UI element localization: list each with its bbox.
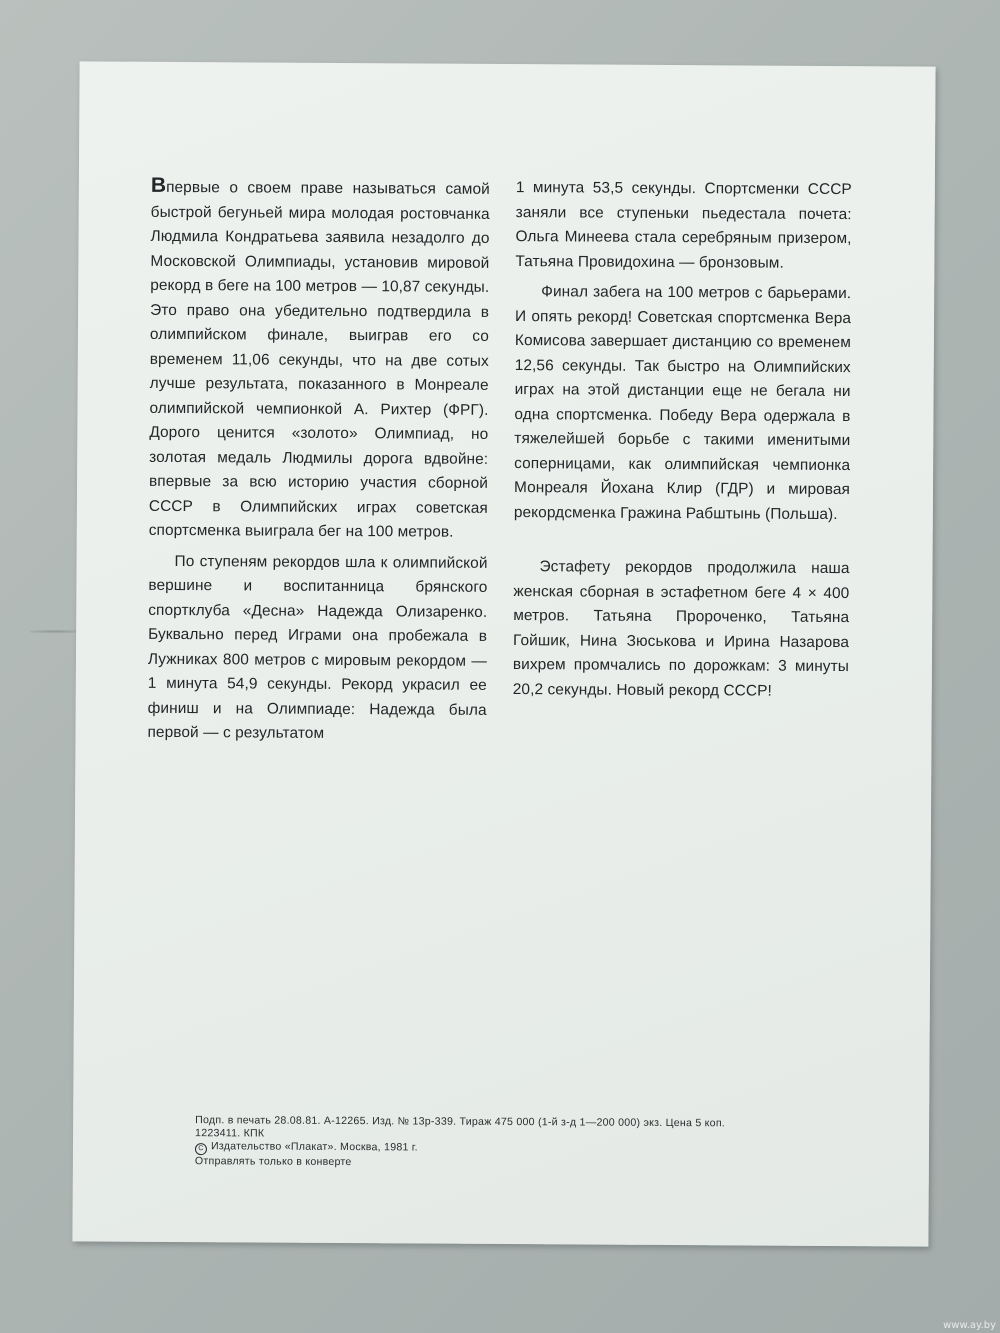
paragraph-relay: Эстафету рекордов продолжила наша женская сборная в эстафетном беге 4 × 400 метров. Татьяна Пророченко, Татьяна Гойшик, Нина Зюськова и Ирина Назарова вихрем промчались по дорожкам: 3 минуты 20,2 секунды. Новый рекорд СССР!	[512, 558, 850, 700]
edge-smudge	[30, 630, 80, 633]
paragraph-olizarenko-continued: 1 минута 53,5 секунды. Спортсменки СССР заняли все ступеньки пьедестала почета: Ольга Минеева стала серебряным призером, Татьяна Провидохина — бронзовым.	[515, 179, 852, 272]
paragraph-olizarenko: По ступеням рекордов шла к олимпийской вершине и воспитанница брянского спортклуба «Десна» Надежда Олизаренко. Буквально перед Играми она пробежала в Лужниках 800 метров с мировым рекордом — 1 минута 54,9 секунды. Рекорд украсил ее финиш и на Олимпиаде: Надежда была первой — с результатом	[147, 552, 488, 742]
paragraph-komisova: Финал забега на 100 метров с барьерами. И опять рекорд! Советская спортсменка Вера Комисова завершает дистанцию со временем 12,56 секунды. Так быстро на Олимпийских играх на этой дистанции еще не бегала ни одна спортсменка. Победу Вера одержала в тяжелейшей борьбе с такими именитыми соперницами, как олимпийская чемпионка Монреаля Йохана Клир (ГДР) и мировая рекордсменка Гражина Рабштынь (Польша).	[513, 283, 852, 523]
left-column	[147, 174, 489, 748]
drop-cap: В	[150, 173, 167, 197]
copyright-icon: C	[195, 1143, 207, 1155]
imprint-publisher-text: Издательство «Плакат». Москва, 1981 г.	[210, 1140, 418, 1154]
imprint-line-code: 1223411. КПК	[195, 1127, 265, 1140]
postcard-back	[72, 61, 935, 1246]
watermark: www.ay.by	[943, 1320, 996, 1331]
paragraph-kondratieva-text: первые о своем праве называться самой быстрой бегуньей мира молодая ростовчанка Людмила Кондратьева заявила незадолго до Московской Олимпиады, установив мировой рекорд в беге на 100 метров — 10,87 секунды. Это право она убедительно подтвердила в олимпийском финале, выиграв его со временем 11,06 секунды, что на две сотых лучше результата, показанного в Монреале олимпийской чемпионкой А. Рихтер (ФРГ). Дорого ценится «золото» Олимпиад, но золотая медаль Людмилы дорога вдвойне: впервые за всю историю участия сборной СССР в Олимпийских играх советская спортсменка выиграла бег на 100 метров.	[148, 178, 490, 541]
right-column	[513, 176, 852, 704]
imprint-line-mailing: Отправлять только в конверте	[194, 1155, 352, 1169]
imprint-block	[195, 1114, 835, 1172]
imprint-line-print-info: Подп. в печать 28.08.81. А-12265. Изд. № 13р-339. Тираж 475 000 (1-й з-д 1—200 000) экз. Цена 5 коп.	[195, 1114, 726, 1130]
paragraph-kondratieva	[149, 174, 490, 546]
